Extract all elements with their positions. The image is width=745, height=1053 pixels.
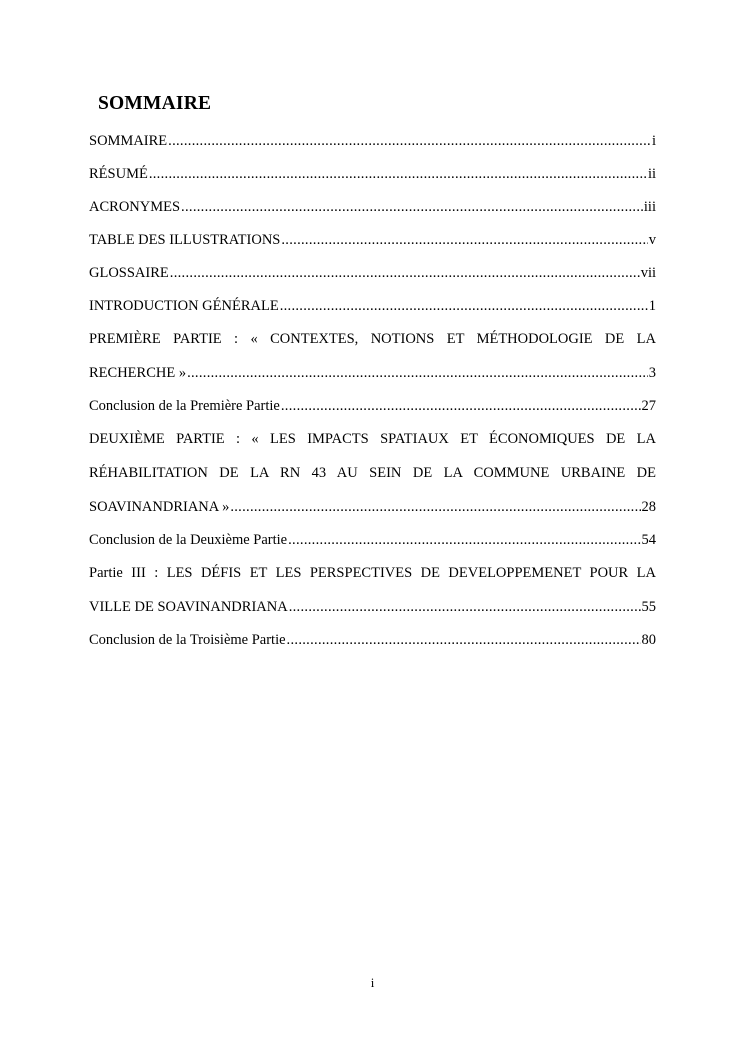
toc-entry-label: RÉSUMÉ (89, 166, 148, 182)
dot-leader (168, 130, 651, 152)
toc-entry-last-line (89, 529, 656, 551)
toc-entry-last-line (89, 496, 656, 518)
toc-entry-last-line (89, 262, 656, 284)
toc-entry-label: Conclusion de la Troisième Partie (89, 632, 286, 648)
dot-leader (170, 262, 640, 284)
toc-entry[interactable] (89, 395, 656, 417)
dot-leader (289, 596, 641, 618)
toc-page-number: 80 (641, 632, 656, 648)
toc-entry[interactable] (89, 262, 656, 284)
toc-entry-line: DEUXIÈME PARTIE : « LES IMPACTS SPATIAUX ET ÉCONOMIQUES DE LA (89, 431, 656, 447)
toc-page-number: 55 (641, 599, 656, 615)
toc-entry-last-line (89, 362, 656, 384)
toc-entry-last-line (89, 229, 656, 251)
toc-page-number: v (648, 232, 656, 248)
dot-leader (281, 229, 647, 251)
toc-entry[interactable] (89, 328, 656, 384)
toc-entry-label: Conclusion de la Deuxième Partie (89, 532, 288, 548)
toc-entry-last-line (89, 596, 656, 618)
toc-entry-last-line (89, 395, 656, 417)
toc-entry[interactable] (89, 428, 656, 518)
toc-entry[interactable] (89, 529, 656, 551)
toc-entry-last-line (89, 196, 656, 218)
dot-leader (288, 529, 640, 551)
toc-entry-label: VILLE DE SOAVINANDRIANA (89, 599, 288, 615)
dot-leader (287, 629, 641, 651)
toc-entry[interactable] (89, 295, 656, 317)
toc-page-number: iii (643, 199, 656, 215)
dot-leader (281, 395, 641, 417)
toc-entry[interactable] (89, 196, 656, 218)
toc-entry-label: Conclusion de la Première Partie (89, 398, 280, 414)
toc-page-number: 28 (641, 499, 656, 515)
toc-page-number: vii (640, 265, 656, 281)
dot-leader (280, 295, 648, 317)
toc-entry-label: SOAVINANDRIANA » (89, 499, 230, 515)
page-title: SOMMAIRE (98, 93, 212, 114)
toc-page-number: ii (647, 166, 656, 182)
toc-entry-label: SOMMAIRE (89, 133, 168, 149)
toc-entry-label: RECHERCHE » (89, 365, 187, 381)
page-number-footer: i (370, 975, 375, 990)
toc-entry-label: ACRONYMES (89, 199, 181, 215)
toc-entry-last-line (89, 629, 656, 651)
dot-leader (187, 362, 648, 384)
dot-leader (149, 163, 647, 185)
toc-page-number: 1 (648, 298, 656, 314)
toc-entry-last-line (89, 295, 656, 317)
toc-entry[interactable] (89, 130, 656, 152)
toc-entry-line: Partie III : LES DÉFIS ET LES PERSPECTIVES DE DEVELOPPEMENET POUR LA (89, 565, 656, 581)
dot-leader (181, 196, 643, 218)
toc-entry[interactable] (89, 163, 656, 185)
toc-entry-line: RÉHABILITATION DE LA RN 43 AU SEIN DE LA COMMUNE URBAINE DE (89, 465, 656, 481)
dot-leader (230, 496, 640, 518)
toc-entry[interactable] (89, 629, 656, 651)
toc-page-number: 3 (648, 365, 656, 381)
toc-page-number: 54 (641, 532, 656, 548)
toc-entry-last-line (89, 130, 656, 152)
toc-entry-label: TABLE DES ILLUSTRATIONS (89, 232, 281, 248)
table-of-contents (89, 130, 656, 651)
toc-entry-label: GLOSSAIRE (89, 265, 169, 281)
toc-entry[interactable] (89, 562, 656, 618)
toc-entry[interactable] (89, 229, 656, 251)
toc-page-number: 27 (641, 398, 656, 414)
toc-entry-last-line (89, 163, 656, 185)
toc-page-number: i (651, 133, 656, 149)
toc-entry-line: PREMIÈRE PARTIE : « CONTEXTES, NOTIONS ET MÉTHODOLOGIE DE LA (89, 331, 656, 347)
toc-entry-label: INTRODUCTION GÉNÉRALE (89, 298, 279, 314)
